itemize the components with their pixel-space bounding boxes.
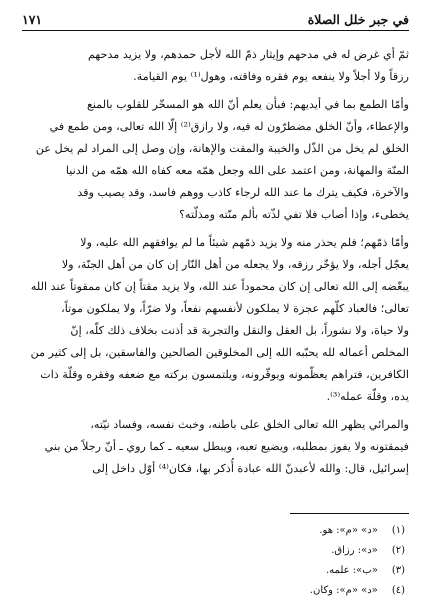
footnote: [22, 581, 405, 601]
footnote: [22, 521, 405, 541]
text-line: والآخرة، فكيف يترك ما عند الله لرجاء كاذب ووهم فاسد، وقد يصيب وقد: [77, 186, 409, 199]
text-line: فيمقتونه ولا يفوز بمطلبه، ويضيع تعبه، ويبطل سعيه ـ كما روي ـ أنّ رجلاً من بني: [44, 440, 409, 453]
text-line: يعجّل أجله، ولا يؤخّر رزقه، ولا يجعله من أهل النّار إن كان من أهل الجنّة، ولا: [61, 258, 409, 271]
body-text: [22, 44, 409, 480]
text-line: يده، وقلّة عمله⁽³⁾.: [326, 390, 409, 403]
text-line: تعالى؛ فالعباد كلّهم عجزة لا يملكون لأنفسهم نفعاً، ولا ضرّاً، ولا يملكون موتاً،: [61, 302, 409, 315]
footnote-rule: [290, 513, 409, 514]
text-line: والإعطاء، وأنّ الخلق مضطرّون له فيه، ولا رازق⁽²⁾ إلّا الله تعالى، ومن طمع في: [49, 120, 409, 133]
text-line: المخلص أعماله لله يحبّبه الله إلى المخلوقين الصالحين والفاسقين، بل إلى كثير من: [30, 346, 409, 359]
text-line: ولا حياة، ولا نشوراً، بل العقل والنقل والتجربة قد أذنت بخلاف ذلك كلّه، إنّ: [70, 324, 409, 337]
footnote-text: «د» «م»: هو.: [319, 525, 378, 536]
text-line: ثمّ أي غرض له في مدحهم وإيثار ذمّ الله لأجل حمدهم، ولا يزيد مدحهم: [87, 48, 409, 61]
footnote-text: «د» «م»: وكان.: [309, 585, 378, 596]
footnote-text: «ب»: علمه.: [326, 565, 378, 576]
text-line: رزقاً ولا أجلاً ولا ينفعه يوم فقره وفاقته، وهول⁽¹⁾ يوم القيامة.: [133, 70, 409, 83]
text-line: الخلق لم يخل من الذّل والخيبة والمقت والإهانة، وإن وصل إلى المراد لم يخل عن: [35, 142, 409, 155]
footnote: [22, 541, 405, 561]
header-rule: [22, 30, 409, 31]
text-line: وأمّا الطمع بما في أيديهم: فبأن يعلم أنّ الله هو المسخّر للقلوب بالمنع: [86, 98, 409, 111]
text-line: وأمّا ذمّهم؛ فلم يحذر منه ولا يزيد ذمّهم شيئاً ما لم يوافقهم الله عليه، ولا: [80, 236, 409, 249]
footnote-number: (٤): [391, 585, 405, 596]
text-line: المنّة والمهانة، ومن اعتمد على الله وجعل همّه معه كفاه الله همّه من الدنيا: [65, 164, 409, 177]
footnotes: [22, 521, 405, 601]
running-title: في جبر خلل الصلاة: [307, 12, 409, 27]
page-header: [22, 10, 409, 30]
page-number: ١٧١: [22, 12, 43, 27]
text-line: يخطىء، وإذا أصاب فلا تفي لذّته بألم منّته ومذلّته؟: [179, 208, 409, 221]
footnote: [22, 561, 405, 581]
text-line: يبغّضه إلى الله تعالى إن كان محموداً عند الله، ولا يزيد مقتاً إن كان ممقوتاً عند الله: [30, 280, 409, 293]
text-line: والمرائي يظهر الله تعالى الخلق على باطنه، وخبث نفسه، وفساد نيّته،: [90, 418, 409, 431]
text-line: إسرائيل، قال: والله لأعبدنّ الله عبادة أُذكر بها، فكان⁽⁴⁾ أوّل داخل إلى: [92, 462, 409, 475]
footnote-number: (١): [391, 525, 405, 536]
footnote-text: «د»: رزاق.: [331, 545, 378, 556]
footnote-number: (٣): [391, 565, 405, 576]
text-line: الكافرين، فتراهم يعظّمونه ويوقّرونه، ويلتمسون بركته مع ضعفه وفقره وقلّة ذات: [40, 368, 409, 381]
footnote-number: (٢): [391, 545, 405, 556]
